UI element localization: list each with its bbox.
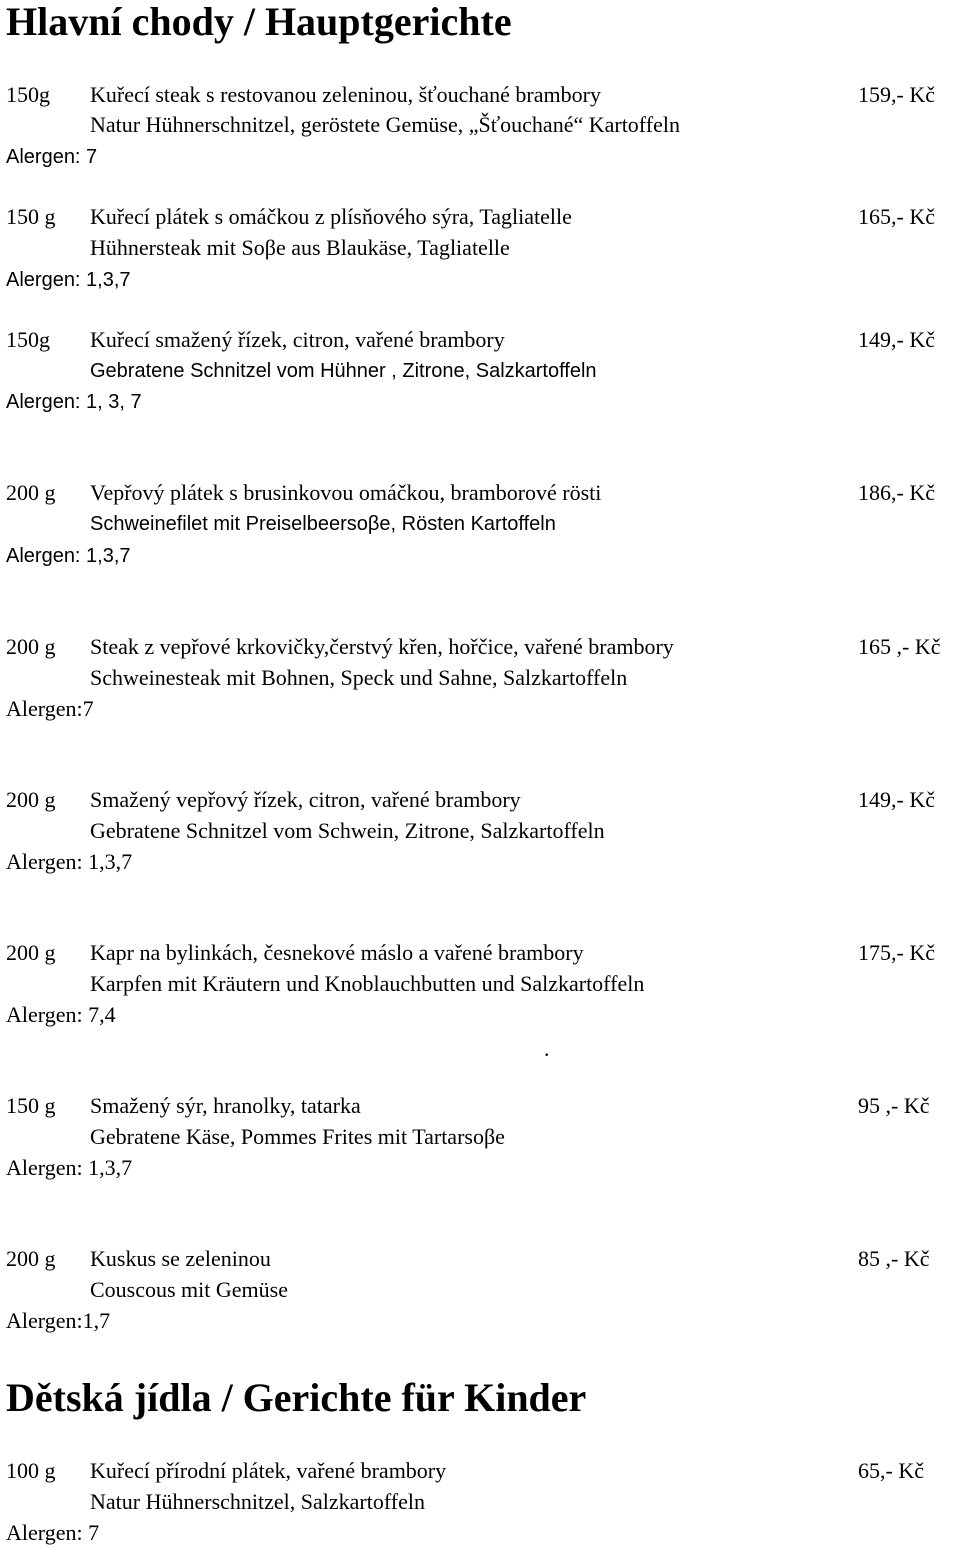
- item-name-cz: Smažený vepřový řízek, citron, vařené brambory: [90, 787, 521, 812]
- item-name-de: Hühnersteak mit Soβe aus Blaukäse, Tagliatelle: [90, 235, 510, 260]
- section-title-main-courses: Hlavní chody / Hauptgerichte: [6, 0, 512, 44]
- item-name-cz: Vepřový plátek s brusinkovou omáčkou, bramborové rösti: [90, 480, 602, 505]
- item-name-de: Natur Hühnerschnitzel, Salzkartoffeln: [90, 1489, 425, 1514]
- item-price: 175,- Kč: [858, 940, 935, 965]
- item-price: 186,- Kč: [858, 480, 935, 505]
- item-name-cz: Kuřecí přírodní plátek, vařené brambory: [90, 1458, 447, 1483]
- item-price: 65,- Kč: [858, 1458, 924, 1483]
- item-price: 165 ,- Kč: [858, 634, 941, 659]
- item-weight: 150g: [6, 82, 50, 107]
- item-name-cz: Smažený sýr, hranolky, tatarka: [90, 1093, 361, 1118]
- item-allergens: Alergen:1,7: [6, 1308, 111, 1333]
- item-allergens: Alergen: 1,3,7: [6, 269, 131, 291]
- item-name-cz: Kuřecí plátek s omáčkou z plísňového sýra, Tagliatelle: [90, 204, 572, 229]
- item-name-de: Schweinesteak mit Bohnen, Speck und Sahne, Salzkartoffeln: [90, 665, 628, 690]
- item-allergens: Alergen: 1, 3, 7: [6, 391, 142, 413]
- item-weight: 150 g: [6, 204, 56, 229]
- item-weight: 150 g: [6, 1093, 56, 1118]
- item-name-de: Natur Hühnerschnitzel, geröstete Gemüse, „Šťouchané“ Kartoffeln: [90, 112, 680, 137]
- item-allergens: Alergen: 7: [6, 1520, 100, 1545]
- item-allergens: Alergen:7: [6, 696, 94, 721]
- item-name-cz: Kuskus se zeleninou: [90, 1246, 271, 1271]
- item-price: 149,- Kč: [858, 327, 935, 352]
- item-weight: 200 g: [6, 787, 56, 812]
- item-weight: 150g: [6, 327, 50, 352]
- item-name-cz: Kuřecí smažený řízek, citron, vařené brambory: [90, 327, 505, 352]
- item-allergens: Alergen: 7: [6, 146, 98, 168]
- item-weight: 200 g: [6, 480, 56, 505]
- item-name-de: Couscous mit Gemüse: [90, 1277, 288, 1302]
- item-name-de: Gebratene Schnitzel vom Schwein, Zitrone, Salzkartoffeln: [90, 818, 605, 843]
- item-name-cz: Kapr na bylinkách, česnekové máslo a vařené brambory: [90, 940, 584, 965]
- item-price: 149,- Kč: [858, 787, 935, 812]
- item-allergens: Alergen: 1,3,7: [6, 1155, 133, 1180]
- item-weight: 200 g: [6, 940, 56, 965]
- item-weight: 200 g: [6, 1246, 56, 1271]
- item-allergens: Alergen: 1,3,7: [6, 545, 131, 567]
- item-name-de: Schweinefilet mit Preiselbeersoβe, Rösten Kartoffeln: [90, 513, 556, 535]
- item-price: 165,- Kč: [858, 204, 935, 229]
- item-price: 95 ,- Kč: [858, 1093, 930, 1118]
- item-name-cz: Kuřecí steak s restovanou zeleninou, šťouchané brambory: [90, 82, 601, 107]
- section-title-kids-meals: Dětská jídla / Gerichte für Kinder: [6, 1375, 587, 1420]
- item-allergens: Alergen: 1,3,7: [6, 849, 133, 874]
- item-weight: 200 g: [6, 634, 56, 659]
- item-name-de: Gebratene Schnitzel vom Hühner , Zitrone, Salzkartoffeln: [90, 360, 597, 382]
- item-price: 85 ,- Kč: [858, 1246, 930, 1271]
- item-name-de: Gebratene Käse, Pommes Frites mit Tartarsoβe: [90, 1124, 505, 1149]
- item-allergens: Alergen: 7,4: [6, 1002, 116, 1027]
- item-price: 159,- Kč: [858, 82, 935, 107]
- stray-period: .: [544, 1036, 550, 1061]
- item-name-cz: Steak z vepřové krkovičky,čerstvý křen, hořčice, vařené brambory: [90, 634, 674, 659]
- item-name-de: Karpfen mit Kräutern und Knoblauchbutten und Salzkartoffeln: [90, 971, 645, 996]
- item-weight: 100 g: [6, 1458, 56, 1483]
